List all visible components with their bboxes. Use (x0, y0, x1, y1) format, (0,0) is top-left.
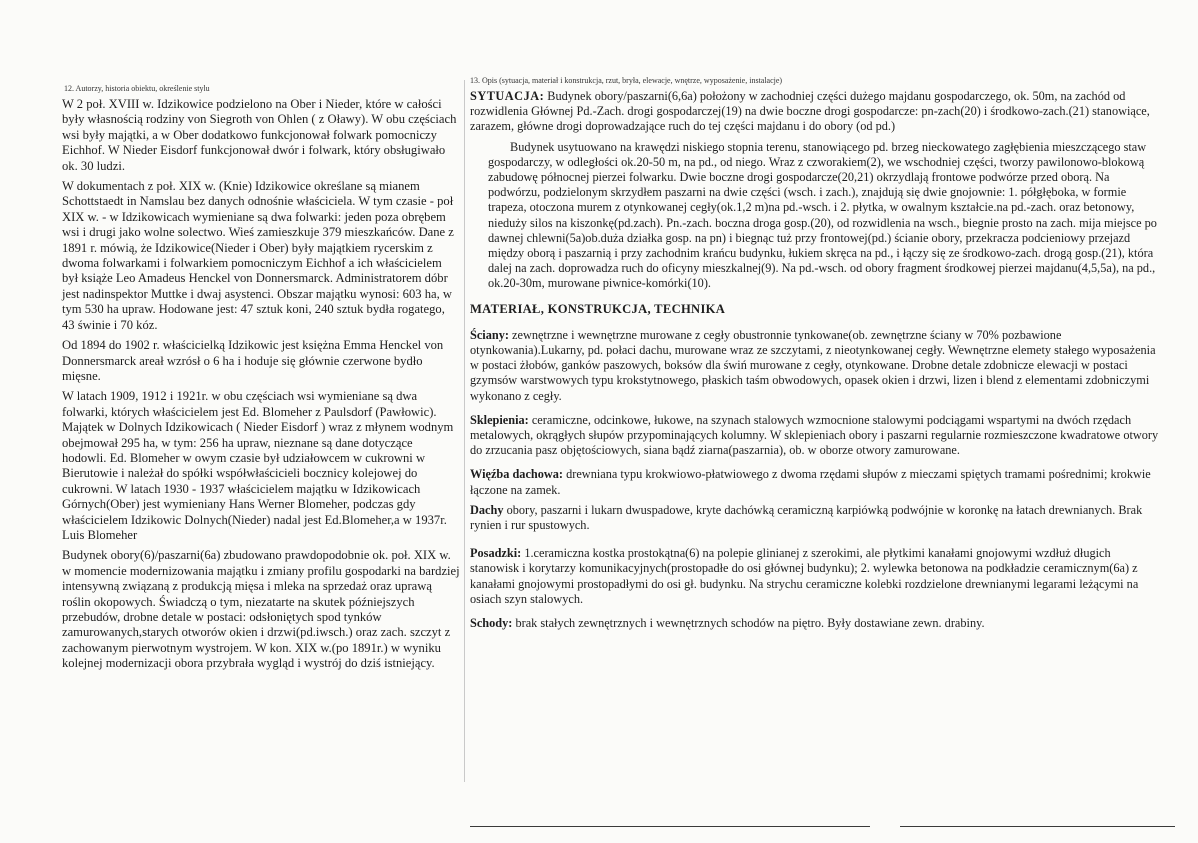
history-paragraph-3 (58, 338, 460, 384)
history-paragraph-1 (58, 97, 460, 174)
section-13-heading: 13. Opis (sytuacja, materiał i konstrukcja, rzut, bryła, elewacje, wnętrze, wyposażenie, instalacje) (470, 76, 783, 85)
sytuacja-paragraph (470, 89, 1160, 135)
item-text: ceramiczne, odcinkowe, łukowe, na szynach stalowych wzmocnione stalowymi podciągami wspartymi na dwóch rzędach metalowych, okrągłych słupów przypominających kolumny. W sklepieniach obory i paszarni regularnie rozmieszczone kwadratowe otwory do zrzucania pasz objętościowych, siana bądź ziarna(paszarnia), ob. w oborze otwory zamurowane. (470, 412, 1159, 458)
item-text: drewniana typu krokwiowo-płatwiowego z dwoma rzędami słupów z mieczami spiętych tramami pośrednimi; krokwie łączone na zamek. (470, 467, 1151, 497)
paragraph-text: Budynek obory(6)/paszarni(6a) zbudowano prawdopodobnie ok. poł. XIX w. w momencie modernizowania majątku i zmiany profilu gospodarki na bardziej intensywną związaną z produkcją mięsa i mleka na sprzedaż oraz uprawą roślin okopowych. Świadczą o tym, niezatarte na skutek późniejszych przebudów, drobne detale w postaci: odsłoniętych spod tynków zamurowanych,starych otworów okien i drzwi(pd.iwsch.) oraz zach. szczyt z zachowanym pierwotnym wystrojem. W kon. XIX w.(po 1891r.) w wyniku kolejnej modernizacji obora przybrała wygląd i wystrój do dziś istniejący. (62, 548, 460, 671)
history-paragraph-2 (58, 179, 460, 333)
item-text: 1.ceramiczna kostka prostokątna(6) na polepie glinianej z szerokimi, ale płytkimi kanałami gnojowymi wzdłuż długich stanowisk i korytarzy komunikacyjnych(prostopadłe do osi głównej budynku); 2. wylewka betonowa na podkładzie ceramicznym(6a) z kanałami gnojowymi prostopadłymi do osi gł. budynku. Na strychu ceramiczne kolebki rozdzielone drewnianymi legarami leżącymi na osiach szyn stalowych. (470, 546, 1139, 606)
paragraph-text: Od 1894 do 1902 r. właścicielką Idzikowic jest księżna Emma Henckel von Donnersmarck areał wzrósł o 6 ha i hoduje się głównie czerwone bydło mięsne. (62, 338, 444, 383)
footer-rule-right (900, 826, 1175, 827)
paragraph-text: W dokumentach z poł. XIX w. (Knie) Idzikowice określane są mianem Schottstaedt in Namslau bez danych odnośnie właściciela. W tym czasie - poł XIX w. - w Idzikowicach wymieniane są dwa folwarki: jeden poza obrębem wsi i drugi jako wolne solectwo. Wieś zamieszkuje 379 mieszkańców. Dane z 1891 r. mówią, że Idzikowice(Nieder i Ober) były majątkiem rycerskim z dwoma folwarkami i folwarkiem pomocniczym Eichhof a ich właścicielem był książe Leo Amadeus Henckel von Donnersmarck. Administratorem dóbr jest nadinspektor Muttke i dwaj asystenci. Obszar majątku wynosi: 603 ha, w tym 530 ha upraw. Hodowane jest: 47 sztuk koni, 240 sztuk bydła rogatego, 43 świnie i 70 kóz. (62, 179, 454, 332)
item-dachy (470, 503, 1160, 533)
history-paragraph-5 (58, 548, 460, 671)
paragraph-text: W 2 poł. XVIII w. Idzikowice podzielono na Ober i Nieder, które w całości były własnością rodziny von Siegroth von Ohlen ( z Oławy). W obu częściach wsi były majątki, a w Ober dodatkowo funkcjonował folwark pomocniczy Eichhof. W Nieder Eisdorf funkcjonował dwór i folwark, który obsługiwało ok. 30 ludzi. (62, 97, 457, 173)
sytuacja-text-2: Budynek usytuowano na krawędzi niskiego stopnia terenu, stanowiącego pd. brzeg nieckowatego zagłębienia mieszczącego staw gospodarczy, w odległości ok.20-50 m, na pd., od niego. Wraz z czworakiem(2), we wschodniej części, tworzy pawilonowo-blokową zabudowę północnej pierzei folwarku. Dwie boczne drogi gospodarcze(20,21) okrzydlają frontowe podwórze przed oborą. Na podwórzu, podzielonym skrzydłem paszarni na dwie części (wsch. i zach.), znajdują się dwie gnojownie: 1. półgłęboka, w formie trapeza, otoczona murem z otynkowanej cegły(ok.1,2 m)na pd.-wsch. i 2. płytka, w owalnym kształcie.na pd.-zach. oraz betonowy, nieduży silos na kiszonkę(pd.zach). Pn.-zach. boczna droga gosp.(20), od rozwidlenia na wsch., biegnie prosto na zach. mija miejsce po dawnej chlewni(5a)ob.duża działka gosp. na pn) i biegnąc tuż przy frontowej(pd.) ścianie obory, przekracza podcieniowy przejazd między oborą i paszarnią i przy zachodnim krańcu budynku, łukiem skręca na pd., i łączy się ze środkowo-zach. drogą gosp.(21), która dalej na zach. doprowadza ruch do oficyny mieszkalnej(9). Na pd.-wsch. od obory fragment środkowej pierzei majdanu(4,5,5a), na pd., ok.20-30m, murowane piwnice-komórki(10). (488, 139, 1157, 291)
item-sciany (470, 328, 1160, 404)
material-section-title: MATERIAŁ, KONSTRUKCJA, TECHNIKA (470, 301, 726, 316)
right-column (470, 76, 1160, 636)
item-label: Dachy (470, 502, 504, 517)
paragraph-text: W latach 1909, 1912 i 1921r. w obu częściach wsi wymieniane są dwa folwarki, których właścicielem jest Ed. Blomeher z Paulsdorf (Pawłowic). Majątek w Dolnych Idzikowicach ( Nieder Eisdorf ) wraz z młynem wodnym obejmował 295 ha, w tym: 256 ha upraw, nieznane są dane dotyczące hodowli. Ed. Blomeher w owym czasie był udziałowcem w cukrowni w Bierutowie i należał do spółki współwłaścicieli bocznicy kolejowej do cukrowni. W latach 1930 - 1937 właścicielem majątku w Idzikowicach Górnych(Ober) jest wymieniany Hans Werner Blomeher, podczas gdy właścicielem Idzikowic Dolnych(Nieder) nadal jest Ed.Blomeher,a w 1937r. Luis Blomeher (62, 389, 454, 542)
history-paragraph-4 (58, 389, 460, 543)
item-sklepienia (470, 413, 1160, 459)
item-posadzki (470, 546, 1160, 607)
item-label: Schody: (470, 616, 513, 631)
sytuacja-label: SYTUACJA: (470, 89, 545, 103)
sytuacja-text: Budynek obory/paszarni(6,6a) położony w zachodniej części dużego majdanu gospodarczego, ok. 50m, na zachód od rozwidlenia Głównej Pd.-Zach. drogi gospodarczej(19) na dwie boczne drogi gospodarcze: pn-zach(20) i środkowo-zach.(21) stanowiące, zarazem, główne drogi doprowadzające ruch do tej części majdanu i do obory (od pd.) (470, 89, 1150, 134)
item-schody (470, 616, 1160, 631)
section-12-heading: 12. Autorzy, historia obiektu, określenie stylu (64, 84, 210, 93)
item-label: Więźba dachowa: (470, 467, 564, 482)
item-label: Ściany: (470, 327, 509, 342)
column-divider (464, 80, 465, 782)
item-text: zewnętrzne i wewnętrzne murowane z cegły obustronnie tynkowane(ob. zewnętrzne ściany w 70% pozbawione otynkowania).Lukarny, pd. połaci dachu, murowane wraz ze szczytami, z nieotynkowanej cegły. Wewnętrzne elemety stałego wyposażenia w postaci żłobów, ganków paszowych, boksów dla świń murowane z cegły, otynkowane. Drobne detale zdobnicze elewacji w postaci gzymsów warstwowych typu krokstytnowego, płaskich taśm obwodowych, opasek okien i drzwi, lizen i blend z elementami zdobniczymi wykonano z cegły. (470, 327, 1156, 403)
footer-rule-left (470, 826, 870, 827)
item-text: brak stałych zewnętrznych i wewnętrznych schodów na piętro. Były dostawiane zewn. drabiny. (515, 616, 985, 631)
item-wiezba (470, 467, 1160, 497)
item-label: Posadzki: (470, 546, 522, 561)
item-label: Sklepienia: (470, 412, 529, 427)
sytuacja-paragraph-2 (470, 140, 1160, 292)
left-column (58, 84, 460, 677)
item-text: obory, paszarni i lukarn dwuspadowe, kryte dachówką ceramiczną karpiówką podwójnie w koronkę na łatach drewnianych. Brak rynien i rur spustowych. (470, 502, 1143, 533)
